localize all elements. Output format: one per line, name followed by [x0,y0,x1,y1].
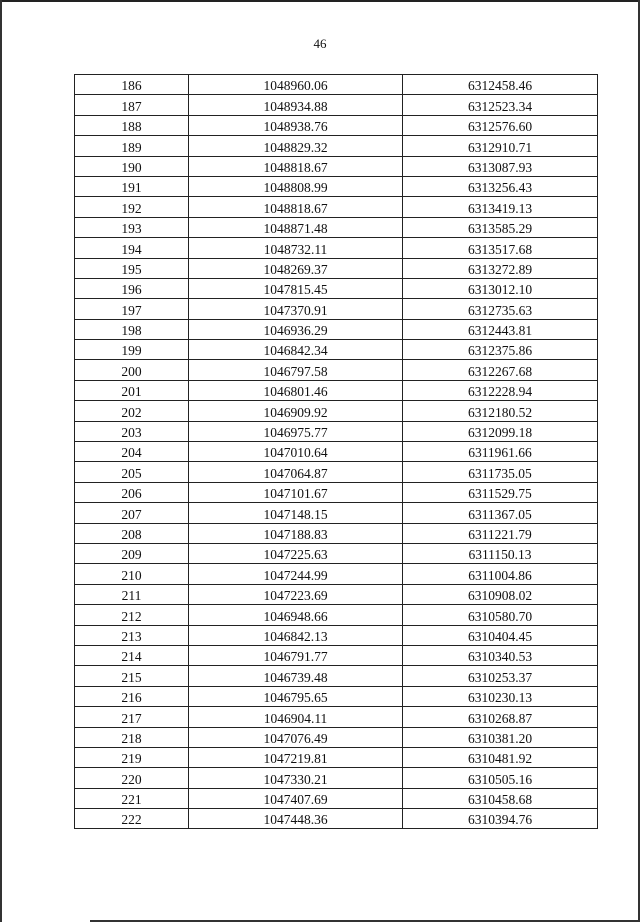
x-coordinate-cell: 1047448.36 [189,809,403,829]
y-coordinate-cell: 6312735.63 [403,299,598,319]
table-row [75,95,598,115]
table-row [75,747,598,767]
y-coordinate-cell: 6312443.81 [403,319,598,339]
table-row [75,727,598,747]
x-coordinate-cell: 1046739.48 [189,666,403,686]
point-number-cell: 200 [75,360,189,380]
table-row [75,768,598,788]
x-coordinate-cell: 1046842.13 [189,625,403,645]
y-coordinate-cell: 6311150.13 [403,543,598,563]
x-coordinate-cell: 1046791.77 [189,645,403,665]
x-coordinate-cell: 1048818.67 [189,156,403,176]
y-coordinate-cell: 6311221.79 [403,523,598,543]
y-coordinate-cell: 6313419.13 [403,197,598,217]
table-row [75,543,598,563]
point-number-cell: 220 [75,768,189,788]
point-number-cell: 212 [75,605,189,625]
point-number-cell: 218 [75,727,189,747]
x-coordinate-cell: 1047330.21 [189,768,403,788]
x-coordinate-cell: 1047815.45 [189,278,403,298]
x-coordinate-cell: 1046795.65 [189,686,403,706]
point-number-cell: 191 [75,176,189,196]
y-coordinate-cell: 6311529.75 [403,482,598,502]
table-row [75,666,598,686]
point-number-cell: 198 [75,319,189,339]
y-coordinate-cell: 6310481.92 [403,747,598,767]
x-coordinate-cell: 1047064.87 [189,462,403,482]
coordinates-table-body [75,75,598,829]
x-coordinate-cell: 1046904.11 [189,707,403,727]
scan-edge-left [0,0,2,922]
table-row [75,319,598,339]
point-number-cell: 209 [75,543,189,563]
x-coordinate-cell: 1046948.66 [189,605,403,625]
point-number-cell: 213 [75,625,189,645]
point-number-cell: 206 [75,482,189,502]
y-coordinate-cell: 6313272.89 [403,258,598,278]
point-number-cell: 197 [75,299,189,319]
table-row [75,401,598,421]
table-row [75,278,598,298]
table-row [75,503,598,523]
x-coordinate-cell: 1048829.32 [189,136,403,156]
table-row [75,136,598,156]
table-row [75,523,598,543]
point-number-cell: 189 [75,136,189,156]
y-coordinate-cell: 6311735.05 [403,462,598,482]
y-coordinate-cell: 6313087.93 [403,156,598,176]
point-number-cell: 192 [75,197,189,217]
y-coordinate-cell: 6310381.20 [403,727,598,747]
table-row [75,197,598,217]
table-row [75,645,598,665]
y-coordinate-cell: 6312375.86 [403,340,598,360]
point-number-cell: 196 [75,278,189,298]
y-coordinate-cell: 6310268.87 [403,707,598,727]
y-coordinate-cell: 6310505.16 [403,768,598,788]
table-row [75,380,598,400]
x-coordinate-cell: 1047407.69 [189,788,403,808]
y-coordinate-cell: 6312576.60 [403,115,598,135]
table-row [75,686,598,706]
table-row [75,584,598,604]
point-number-cell: 193 [75,217,189,237]
x-coordinate-cell: 1047076.49 [189,727,403,747]
x-coordinate-cell: 1047010.64 [189,442,403,462]
table-row [75,340,598,360]
x-coordinate-cell: 1046909.92 [189,401,403,421]
table-row [75,809,598,829]
point-number-cell: 201 [75,380,189,400]
y-coordinate-cell: 6313256.43 [403,176,598,196]
y-coordinate-cell: 6311004.86 [403,564,598,584]
table-row [75,707,598,727]
table-row [75,462,598,482]
x-coordinate-cell: 1047101.67 [189,482,403,502]
table-row [75,238,598,258]
point-number-cell: 194 [75,238,189,258]
point-number-cell: 210 [75,564,189,584]
table-row [75,482,598,502]
x-coordinate-cell: 1048269.37 [189,258,403,278]
point-number-cell: 214 [75,645,189,665]
y-coordinate-cell: 6312180.52 [403,401,598,421]
x-coordinate-cell: 1046801.46 [189,380,403,400]
point-number-cell: 217 [75,707,189,727]
x-coordinate-cell: 1046842.34 [189,340,403,360]
page-number: 46 [313,36,327,51]
table-row [75,176,598,196]
point-number-cell: 219 [75,747,189,767]
coordinates-table [74,74,598,829]
x-coordinate-cell: 1047225.63 [189,543,403,563]
x-coordinate-cell: 1047148.15 [189,503,403,523]
y-coordinate-cell: 6310580.70 [403,605,598,625]
point-number-cell: 188 [75,115,189,135]
x-coordinate-cell: 1047370.91 [189,299,403,319]
point-number-cell: 216 [75,686,189,706]
table-row [75,788,598,808]
x-coordinate-cell: 1047188.83 [189,523,403,543]
table-row [75,258,598,278]
table-row [75,564,598,584]
y-coordinate-cell: 6313012.10 [403,278,598,298]
x-coordinate-cell: 1046975.77 [189,421,403,441]
y-coordinate-cell: 6310908.02 [403,584,598,604]
y-coordinate-cell: 6310253.37 [403,666,598,686]
point-number-cell: 187 [75,95,189,115]
point-number-cell: 205 [75,462,189,482]
table-row [75,442,598,462]
scan-edge-top [0,0,640,2]
x-coordinate-cell: 1047223.69 [189,584,403,604]
x-coordinate-cell: 1047244.99 [189,564,403,584]
point-number-cell: 211 [75,584,189,604]
x-coordinate-cell: 1046797.58 [189,360,403,380]
point-number-cell: 208 [75,523,189,543]
x-coordinate-cell: 1048732.11 [189,238,403,258]
point-number-cell: 207 [75,503,189,523]
y-coordinate-cell: 6312910.71 [403,136,598,156]
x-coordinate-cell: 1048871.48 [189,217,403,237]
x-coordinate-cell: 1048938.76 [189,115,403,135]
point-number-cell: 203 [75,421,189,441]
table-row [75,75,598,95]
y-coordinate-cell: 6312523.34 [403,95,598,115]
y-coordinate-cell: 6310394.76 [403,809,598,829]
table-row [75,115,598,135]
y-coordinate-cell: 6310458.68 [403,788,598,808]
x-coordinate-cell: 1046936.29 [189,319,403,339]
table-row [75,605,598,625]
y-coordinate-cell: 6312267.68 [403,360,598,380]
y-coordinate-cell: 6311367.05 [403,503,598,523]
y-coordinate-cell: 6312099.18 [403,421,598,441]
point-number-cell: 204 [75,442,189,462]
point-number-cell: 221 [75,788,189,808]
y-coordinate-cell: 6313585.29 [403,217,598,237]
y-coordinate-cell: 6312228.94 [403,380,598,400]
x-coordinate-cell: 1048808.99 [189,176,403,196]
x-coordinate-cell: 1048960.06 [189,75,403,95]
point-number-cell: 199 [75,340,189,360]
point-number-cell: 190 [75,156,189,176]
y-coordinate-cell: 6313517.68 [403,238,598,258]
y-coordinate-cell: 6310404.45 [403,625,598,645]
x-coordinate-cell: 1048818.67 [189,197,403,217]
y-coordinate-cell: 6311961.66 [403,442,598,462]
point-number-cell: 202 [75,401,189,421]
table-row [75,299,598,319]
y-coordinate-cell: 6310230.13 [403,686,598,706]
point-number-cell: 215 [75,666,189,686]
x-coordinate-cell: 1047219.81 [189,747,403,767]
table-row [75,625,598,645]
table-row [75,421,598,441]
table-row [75,156,598,176]
y-coordinate-cell: 6310340.53 [403,645,598,665]
point-number-cell: 222 [75,809,189,829]
point-number-cell: 195 [75,258,189,278]
y-coordinate-cell: 6312458.46 [403,75,598,95]
table-row [75,217,598,237]
x-coordinate-cell: 1048934.88 [189,95,403,115]
table-row [75,360,598,380]
point-number-cell: 186 [75,75,189,95]
